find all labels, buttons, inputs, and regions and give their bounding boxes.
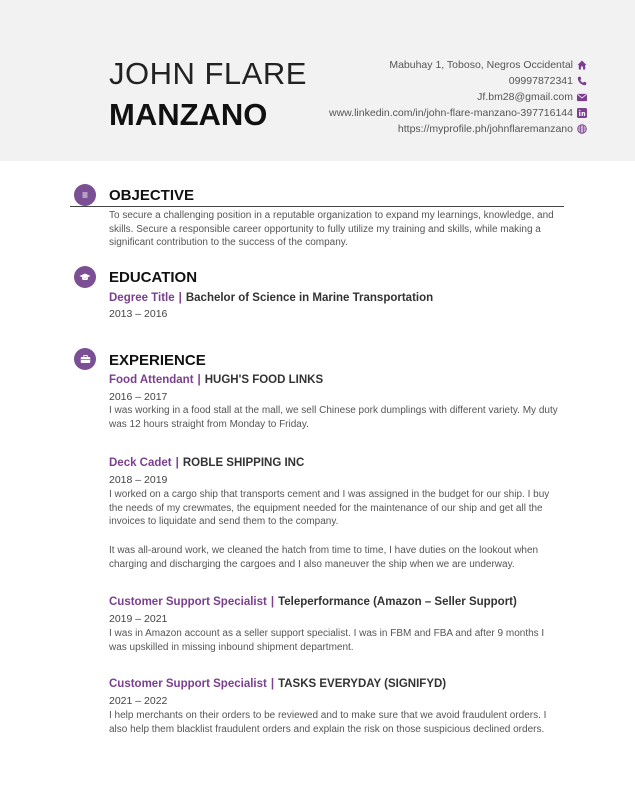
job-title: Food Attendant	[109, 374, 194, 386]
job-title: Deck Cadet	[109, 457, 172, 469]
job-title: Customer Support Specialist	[109, 678, 267, 690]
job-description: I was in Amazon account as a seller support specialist. I was in FBM and FBA and after 9 months I was upskilled in missing inbound shipment department.	[109, 628, 545, 653]
job-org: HUGH'S FOOD LINKS	[204, 374, 324, 386]
experience-title: EXPERIENCE	[109, 352, 206, 369]
first-name: JOHN FLARE	[109, 56, 307, 91]
list-icon	[74, 184, 96, 206]
job-dates: 2019 – 2021	[109, 613, 168, 625]
objective-divider	[70, 206, 564, 207]
contact-linkedin	[329, 105, 587, 121]
job-description: I worked on a cargo ship that transports cement and I was assigned in the budget for our ship. I buy the needs of my crewmates, the equipment needed for the maintenance of our ship and get all the invoices to liquidate and send them to the company.	[109, 489, 550, 527]
job-org: TASKS EVERYDAY (SIGNIFYD)	[278, 678, 447, 690]
degree-label: Degree Title	[109, 292, 175, 304]
education-dates: 2013 – 2016	[109, 308, 168, 320]
contact-email-text: Jf.bm28@gmail.com	[477, 91, 573, 103]
education-degree: Degree Title | Bachelor of Science in Marine Transportation	[109, 292, 434, 304]
contact-list	[329, 57, 587, 137]
job-heading: Food Attendant | HUGH'S FOOD LINKS	[109, 374, 324, 386]
contact-phone-text: 09997872341	[508, 75, 573, 87]
objective-title: OBJECTIVE	[109, 187, 195, 204]
job-heading: Customer Support Specialist | TASKS EVERYDAY (SIGNIFYD)	[109, 678, 447, 690]
phone-icon	[577, 76, 587, 86]
job-description: I help merchants on their orders to be reviewed and to make sure that we avoid fraudulent orders. I also help them blacklist fraudulent orders and explain the risk on those suspicious declined orders.	[109, 710, 547, 735]
job-dates: 2018 – 2019	[109, 474, 168, 486]
job-description: I was working in a food stall at the mall, we sell Chinese pork dumplings with different variety. My duty was 12 hours straight from Monday to Friday.	[109, 405, 558, 430]
contact-email	[329, 89, 587, 105]
education-title: EDUCATION	[109, 269, 198, 286]
last-name: MANZANO	[109, 97, 268, 132]
job-dates: 2016 – 2017	[109, 391, 168, 403]
degree-name: Bachelor of Science in Marine Transportation	[185, 292, 434, 304]
globe-icon	[577, 124, 587, 134]
header-band	[0, 0, 635, 161]
envelope-icon	[577, 92, 587, 102]
contact-website-text: https://myprofile.ph/johnflaremanzano	[397, 123, 573, 135]
objective-text: To secure a challenging position in a reputable organization to expand my learnings, knowledge, and skills. Secure a responsible career opportunity to fully utilize my training and skills, while making a significant contribution to the success of the company.	[109, 210, 554, 248]
contact-address	[329, 57, 587, 73]
job-heading: Deck Cadet | ROBLE SHIPPING INC	[109, 457, 305, 469]
linkedin-icon	[577, 108, 587, 118]
contact-phone	[329, 73, 587, 89]
job-title: Customer Support Specialist	[109, 596, 267, 608]
job-dates: 2021 – 2022	[109, 695, 168, 707]
contact-website	[329, 121, 587, 137]
job-org: Teleperformance (Amazon – Seller Support)	[278, 596, 517, 608]
job-description: It was all-around work, we cleaned the hatch from time to time, I have duties on the lookout when charging and discharging the cargoes and I also maneuver the ship when we are underway.	[109, 545, 539, 570]
contact-address-text: Mabuhay 1, Toboso, Negros Occidental	[389, 59, 573, 71]
contact-linkedin-text: www.linkedin.com/in/john-flare-manzano-397716144	[329, 107, 573, 119]
job-org: ROBLE SHIPPING INC	[182, 457, 305, 469]
briefcase-icon	[74, 348, 96, 370]
home-icon	[577, 60, 587, 70]
graduation-cap-icon	[74, 266, 96, 288]
job-heading: Customer Support Specialist | Teleperformance (Amazon – Seller Support)	[109, 596, 517, 608]
